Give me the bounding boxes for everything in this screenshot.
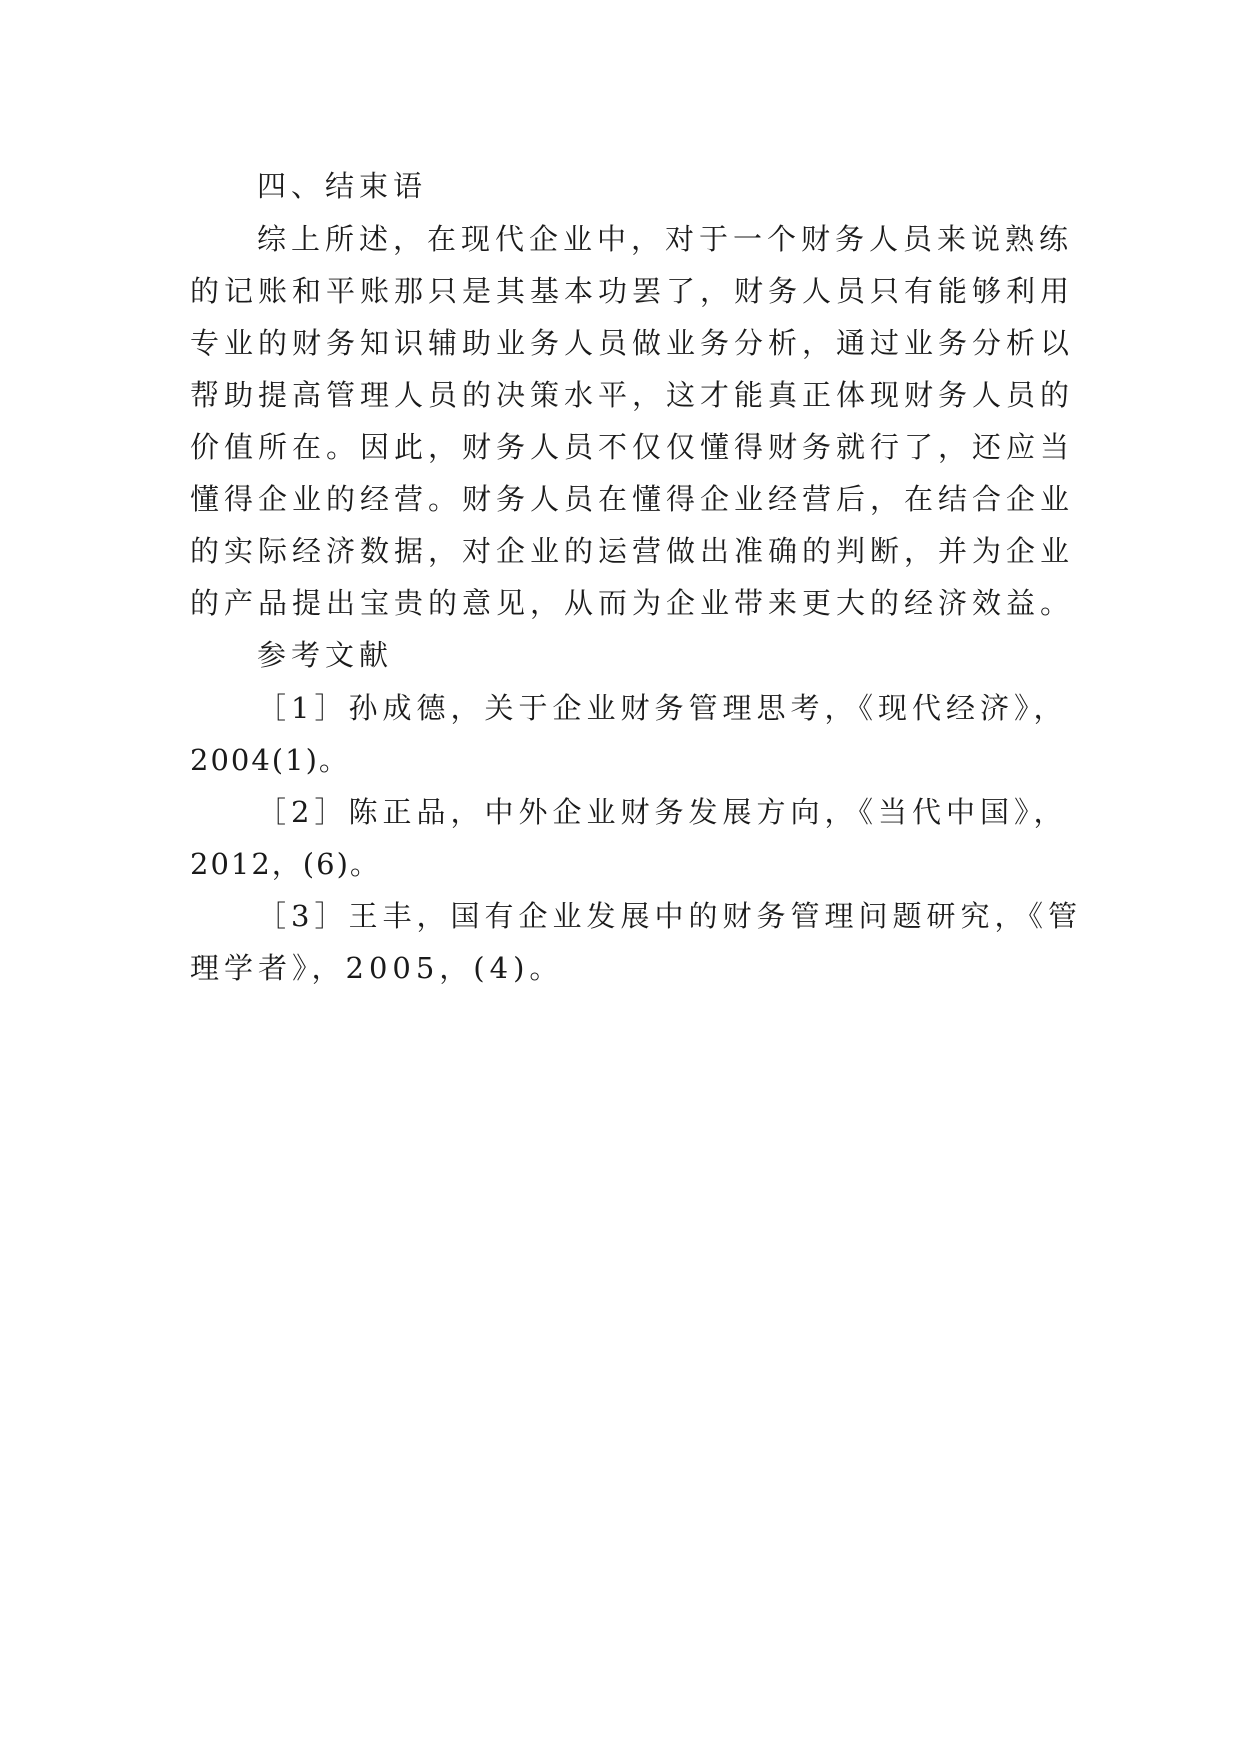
reference-item-3-cont: 理学者》，2005，(4)。 [190,951,564,985]
paragraph-line: 的实际经济数据，对企业的运营做出准确的判断，并为企业 [190,534,1075,568]
reference-item-1-cont: 2004(1)。 [190,743,350,777]
paragraph-line: 价值所在。因此，财务人员不仅仅懂得财务就行了，还应当 [190,430,1075,464]
paragraph-line: 综上所述，在现代企业中，对于一个财务人员来说熟练 [257,222,1074,256]
paragraph-line: 的记账和平账那只是其基本功罢了，财务人员只有能够利用 [190,274,1075,308]
reference-item-2-cont: 2012，(6)。 [190,847,381,881]
paragraph-line: 帮助提高管理人员的决策水平，这才能真正体现财务人员的 [190,378,1075,412]
reference-item-3: ［3］王丰，国有企业发展中的财务管理问题研究，《管 [257,899,1082,933]
paragraph-line: 专业的财务知识辅助业务人员做业务分析，通过业务分析以 [190,326,1075,360]
reference-item-2: ［2］陈正品，中外企业财务发展方向，《当代中国》， [257,795,1068,829]
paragraph-line: 的产品提出宝贵的意见，从而为企业带来更大的经济效益。 [190,586,1075,620]
reference-item-1: ［1］孙成德，关于企业财务管理思考，《现代经济》， [257,691,1068,725]
references-heading: 参考文献 [257,638,394,672]
paragraph-line: 懂得企业的经营。财务人员在懂得企业经营后，在结合企业 [190,482,1075,516]
section-heading: 四、结束语 [257,169,428,203]
